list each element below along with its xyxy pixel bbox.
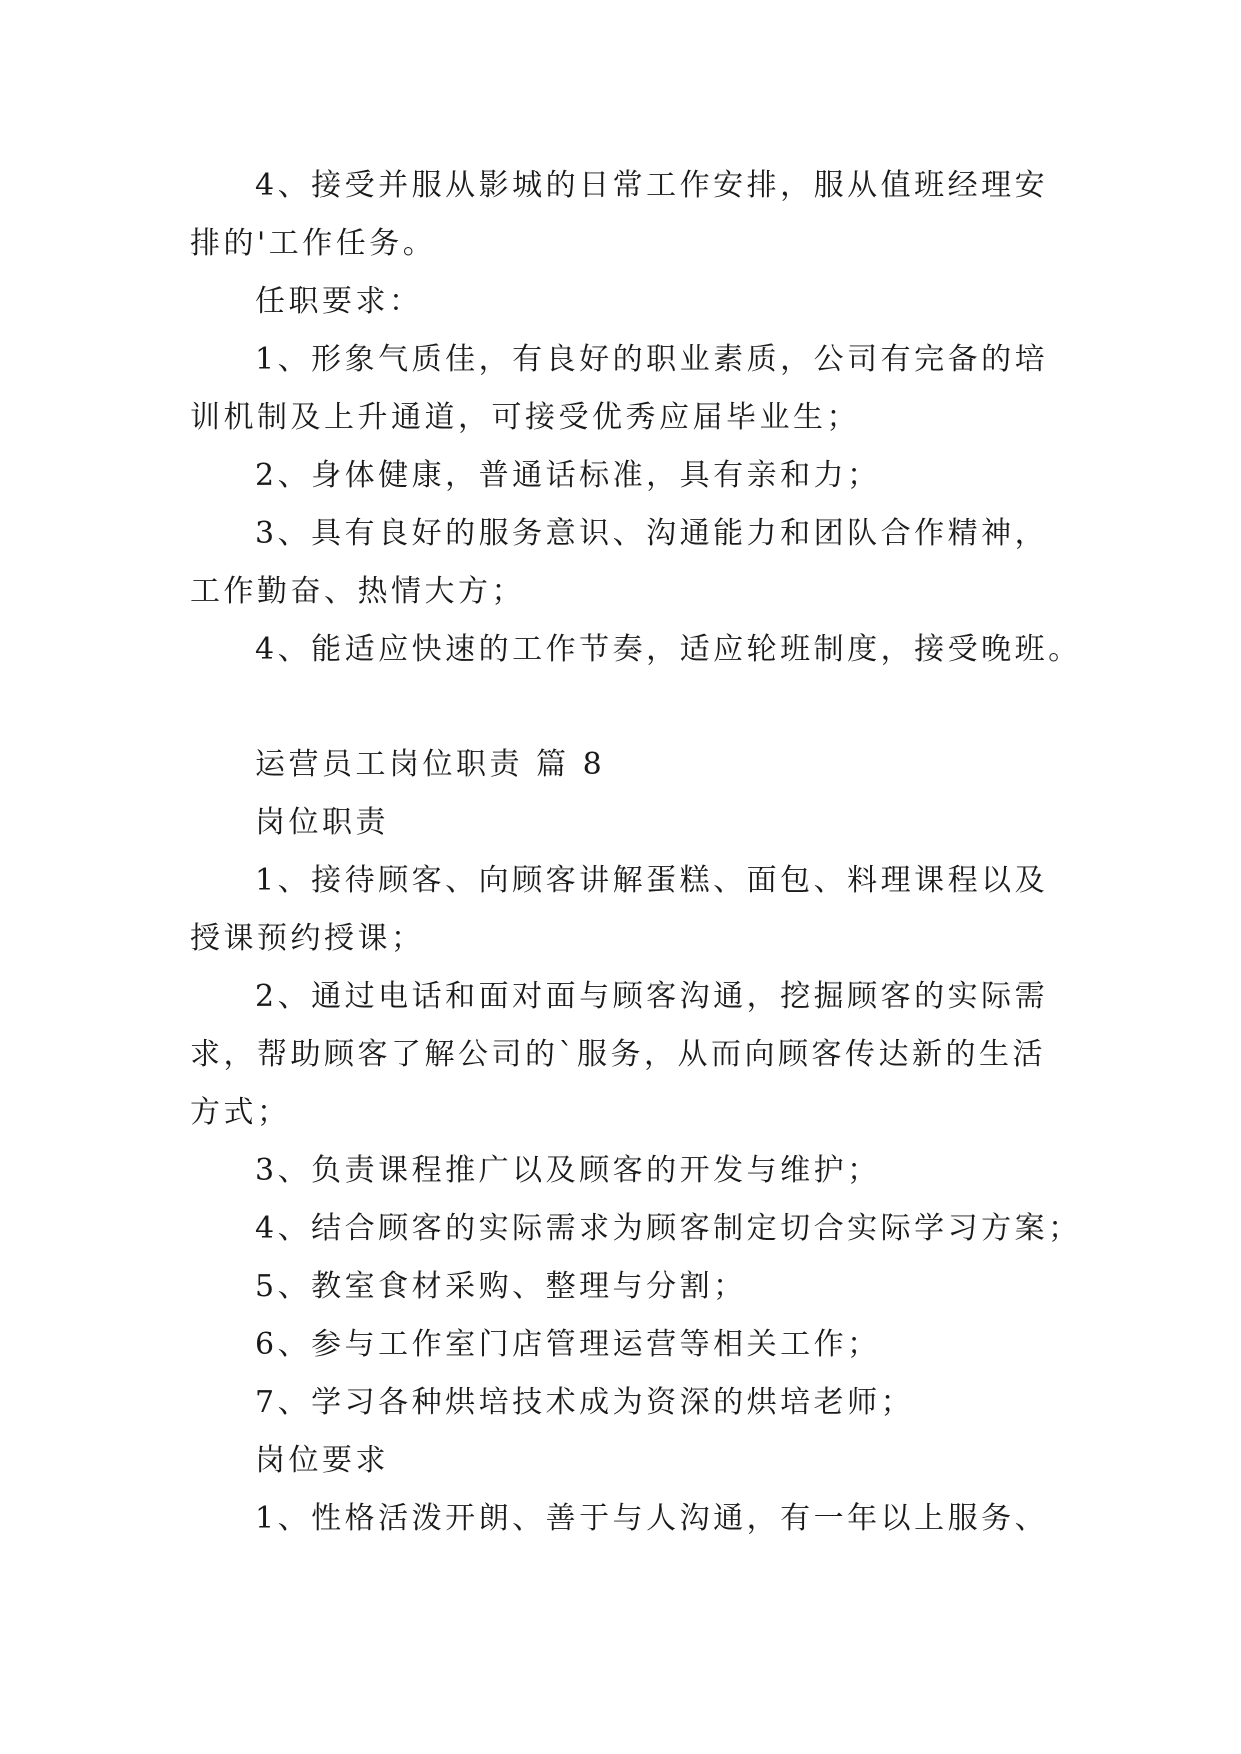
section-heading: 运营员工岗位职责 篇 8 [255, 747, 606, 782]
paragraph-line: 1、性格活泼开朗、善于与人沟通，有一年以上服务、 [255, 1501, 1049, 1536]
section-subheading: 岗位要求 [255, 1443, 389, 1478]
paragraph-line: 求，帮助顾客了解公司的`服务，从而向顾客传达新的生活 [190, 1037, 1046, 1072]
paragraph-line: 3、具有良好的服务意识、沟通能力和团队合作精神， [255, 516, 1049, 551]
paragraph-line: 7、学习各种烘培技术成为资深的烘培老师； [255, 1385, 915, 1420]
section-subheading: 岗位职责 [255, 805, 389, 840]
paragraph-line: 4、结合顾客的实际需求为顾客制定切合实际学习方案； [255, 1211, 1082, 1246]
section-subheading: 任职要求： [255, 284, 423, 319]
paragraph-line: 排的'工作任务。 [190, 226, 437, 261]
paragraph-line: 授课预约授课； [190, 921, 425, 956]
section-8-text [190, 736, 1082, 1548]
paragraph-line: 1、形象气质佳，有良好的职业素质，公司有完备的培 [255, 342, 1049, 377]
paragraph-line: 2、通过电话和面对面与顾客沟通，挖掘顾客的实际需 [255, 979, 1049, 1014]
paragraph-line: 3、负责课程推广以及顾客的开发与维护； [255, 1153, 881, 1188]
paragraph-line: 6、参与工作室门店管理运营等相关工作； [255, 1327, 881, 1362]
section-requirements-text [190, 157, 1082, 679]
paragraph-line: 1、接待顾客、向顾客讲解蛋糕、面包、料理课程以及 [255, 863, 1049, 898]
paragraph-line: 训机制及上升通道，可接受优秀应届毕业生； [190, 400, 860, 435]
paragraph-line: 5、教室食材采购、整理与分割； [255, 1269, 747, 1304]
paragraph-line: 4、接受并服从影城的日常工作安排，服从值班经理安 [255, 168, 1049, 203]
paragraph-line: 4、能适应快速的工作节奏，适应轮班制度，接受晚班。 [255, 632, 1082, 667]
paragraph-line: 工作勤奋、热情大方； [190, 574, 525, 609]
paragraph-line: 2、身体健康，普通话标准，具有亲和力； [255, 458, 881, 493]
paragraph-line: 方式； [190, 1095, 291, 1130]
